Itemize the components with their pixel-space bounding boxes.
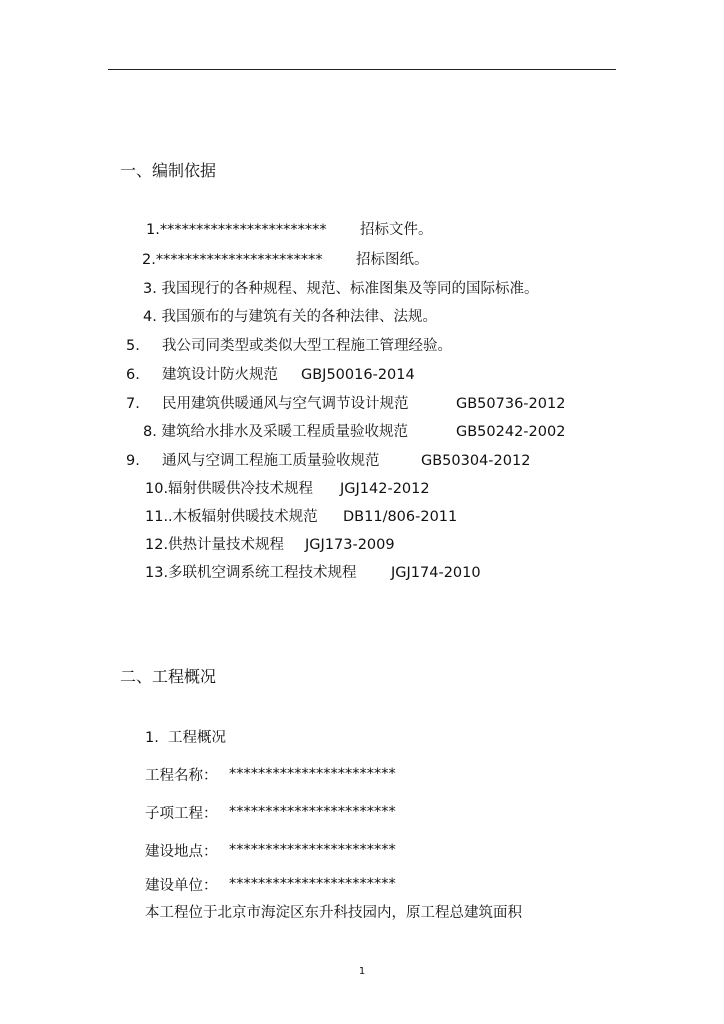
list-item-1-text: 招标文件。: [360, 222, 433, 238]
list-item-9-code: GB50304-2012: [421, 453, 531, 469]
field-value-location: ***********************: [229, 842, 396, 858]
field-value-client: ***********************: [229, 876, 396, 892]
header-rule: [108, 69, 616, 70]
list-item-11-code: DB11/806-2011: [343, 509, 458, 525]
list-item-11-text: 11..木板辐射供暖技术规范: [145, 509, 318, 525]
field-value-project-name: ***********************: [229, 766, 396, 782]
list-item-10-text: 10.辐射供暖供冷技术规程: [145, 481, 314, 497]
field-value-sub-project: ***********************: [229, 804, 396, 820]
section-heading-overview: 二、工程概况: [120, 667, 217, 686]
subsection-heading: 1. 工程概况: [145, 730, 227, 746]
list-item-8-code: GB50242-2002: [456, 424, 566, 440]
list-item-7-code: GB50736-2012: [456, 396, 566, 412]
list-item-12-text: 12.供热计量技术规程: [145, 537, 285, 553]
overview-paragraph: 本工程位于北京市海淀区东升科技园内，原工程总建筑面积: [145, 905, 522, 921]
field-label-project-name: 工程名称：: [145, 768, 218, 784]
list-item-2-text: 招标图纸。: [356, 252, 429, 268]
list-item-8-text: 8. 建筑给水排水及采暖工程质量验收规范: [143, 424, 408, 440]
page-number: 1: [358, 966, 366, 977]
section-heading-basis: 一、编制依据: [120, 161, 217, 180]
list-item-9-num: 9.: [126, 453, 140, 469]
list-item-13-code: JGJ174-2010: [391, 565, 481, 581]
list-item-5-text: 我公司同类型或类似大型工程施工管理经验。: [162, 338, 452, 354]
field-label-client: 建设单位：: [145, 878, 218, 894]
list-item-7-num: 7.: [126, 396, 140, 412]
list-item-9-text: 通风与空调工程施工质量验收规范: [162, 453, 380, 469]
list-item-10-code: JGJ142-2012: [340, 481, 430, 497]
field-label-location: 建设地点：: [145, 844, 218, 860]
list-item-2-num: 2.***********************: [142, 252, 323, 268]
list-item-6-text: 建筑设计防火规范: [162, 367, 278, 383]
list-item-4: 4. 我国颁布的与建筑有关的各种法律、法规。: [143, 309, 437, 325]
list-item-1-num: 1.***********************: [146, 222, 327, 238]
field-label-sub-project: 子项工程：: [145, 806, 218, 822]
list-item-6-code: GBJ50016-2014: [301, 367, 415, 383]
list-item-7-text: 民用建筑供暖通风与空气调节设计规范: [162, 396, 409, 412]
list-item-3: 3. 我国现行的各种规程、规范、标准图集及等同的国际标准。: [143, 281, 539, 297]
list-item-5-num: 5.: [126, 338, 140, 354]
list-item-13-text: 13.多联机空调系统工程技术规程: [145, 565, 357, 581]
list-item-12-code: JGJ173-2009: [305, 537, 395, 553]
list-item-6-num: 6.: [126, 367, 140, 383]
